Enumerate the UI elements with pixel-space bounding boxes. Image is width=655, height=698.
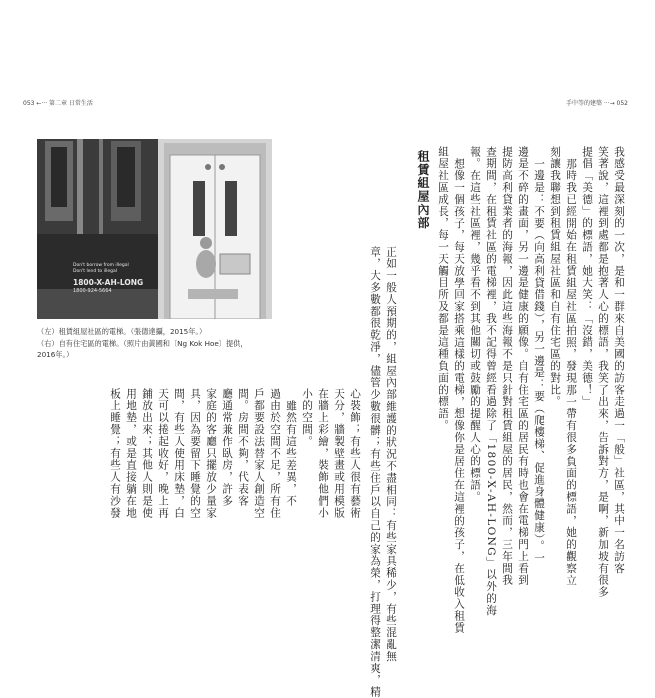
loan-shark-poster: [73, 263, 160, 295]
right-text-col-10: 想像一個孩子，每天放學回家搭乘這樣的電梯，想像你是居住在這裡的孩子，在低收入租賃: [453, 158, 465, 634]
left-text-col-11: 家庭的客廳只擺放少量家: [205, 388, 217, 519]
left-text-col-13: 間，有些人使用床墊，白: [173, 388, 185, 519]
left-text-col-17: 板上睡覺；有些人有沙發: [109, 388, 121, 519]
private-elevator-image: [158, 139, 272, 319]
left-text-col-2: 心裝飾；有些人很有藝術: [349, 388, 361, 519]
poster-line-2: Don't lend to illegal: [73, 269, 117, 274]
left-text-col-3: 天分，牆製壁畫或用模版: [333, 388, 345, 519]
left-text-col-5: 小的空間。: [301, 388, 313, 448]
right-text-col-8: 查期間，在租賃社區的電梯裡，我不記得曾經看過除了「1800-X-AH-LONG」以外的海: [485, 146, 497, 617]
left-text-col-6: 雖然有這些差異，不: [285, 400, 297, 508]
page-header-right: 手中等的建築 ···→ 052: [565, 100, 628, 107]
right-text-col-11: 組屋社區成長，每一天觸目所及都是這種負面的標語。: [437, 146, 449, 432]
caption-left: （左）租賃組屋社區的電梯。（張德達攝，2015年。）: [37, 327, 207, 336]
right-text-col-6: 邊是不碎的畫面，另一邊是健康的願像。自有住宅區的居民有時也會在電梯門上看到: [517, 146, 529, 587]
caption-right-line2: 2016年。）: [37, 350, 74, 359]
left-text-col-12: 具，因為要留下睡覺的空: [189, 388, 201, 519]
right-text-col-0: 我感受最深刻的一次，是和一群來自美國的訪客走過一「般」社區，其中一名訪客: [613, 146, 625, 575]
photo-rental-elevator: [37, 139, 160, 319]
left-text-col-0: 正如一般人預期的，組屋內部維護的狀況不盡相同：有些家具稀少，有些混亂無: [385, 246, 397, 663]
left-text-col-9: 間。房間不夠，代表客: [237, 388, 249, 507]
section-title: 租賃組屋內部: [416, 150, 430, 230]
right-text-col-7: 提防高利貸業者的海報，因此這些海報不是只針對租賃組屋的居民，然而，三年間我: [501, 146, 513, 587]
right-text-col-1: 笑著說，這裡到處都是抱著人心的標語，我笑了出來，告訴對方，是啊，新加坡有很多: [597, 146, 609, 599]
left-text-col-1: 章，大多數都很乾淨，儘管少數很髒；有些住戶以自己的家為榮，打理得整潔清爽，精: [369, 246, 381, 698]
caption-right-line1: （右）自有住宅區的電梯。（照片由黃國和〔Ng Kok Hoe〕提供，: [37, 339, 248, 348]
left-text-col-14: 天可以捲起收好，晚上再: [157, 388, 169, 519]
right-text-col-5: 一邊是：不要（向高利貸借錢），另一邊是：要（爬樓梯、促進身體健康）。一: [533, 158, 545, 564]
poster-hotline-digits: 1800-924-5664: [73, 288, 112, 294]
left-text-col-16: 用地墊，或是直接躺在地: [125, 388, 137, 519]
left-text-col-10: 廳通常兼作臥房，許多: [221, 388, 233, 507]
left-text-col-4: 在牆上彩繪，裝飾他們小: [317, 388, 329, 519]
page-header-left: 053 ←··· 第二章 日常生活: [23, 100, 93, 107]
right-text-col-4: 刻讓我聯想到租賃組屋社區和自有住宅區的對比。: [549, 146, 561, 408]
poster-hotline: 1800-X-AH-LONG: [73, 278, 144, 287]
left-text-col-8: 戶都要設法替家人創造空: [253, 388, 265, 519]
poster-line-1: Don't borrow from illegal: [73, 263, 129, 268]
right-text-col-9: 報。在這些社區裡，幾乎看不到其他關切或鼓勵的提醒人心的標語。: [469, 146, 481, 503]
left-text-col-7: 過由於空間不足，所有住: [269, 388, 281, 519]
photo-private-elevator: [158, 139, 272, 319]
right-text-col-3: 那時我已經開始在租賃組屋社區拍照，發現那一帶有很多負面的標語，她的觀察立: [565, 158, 577, 587]
right-text-col-2: 提倡「美德」的標語，她大笑：「沒錯，美德！」: [581, 146, 593, 408]
left-text-col-15: 鋪放出來；其他人則是使: [141, 388, 153, 519]
